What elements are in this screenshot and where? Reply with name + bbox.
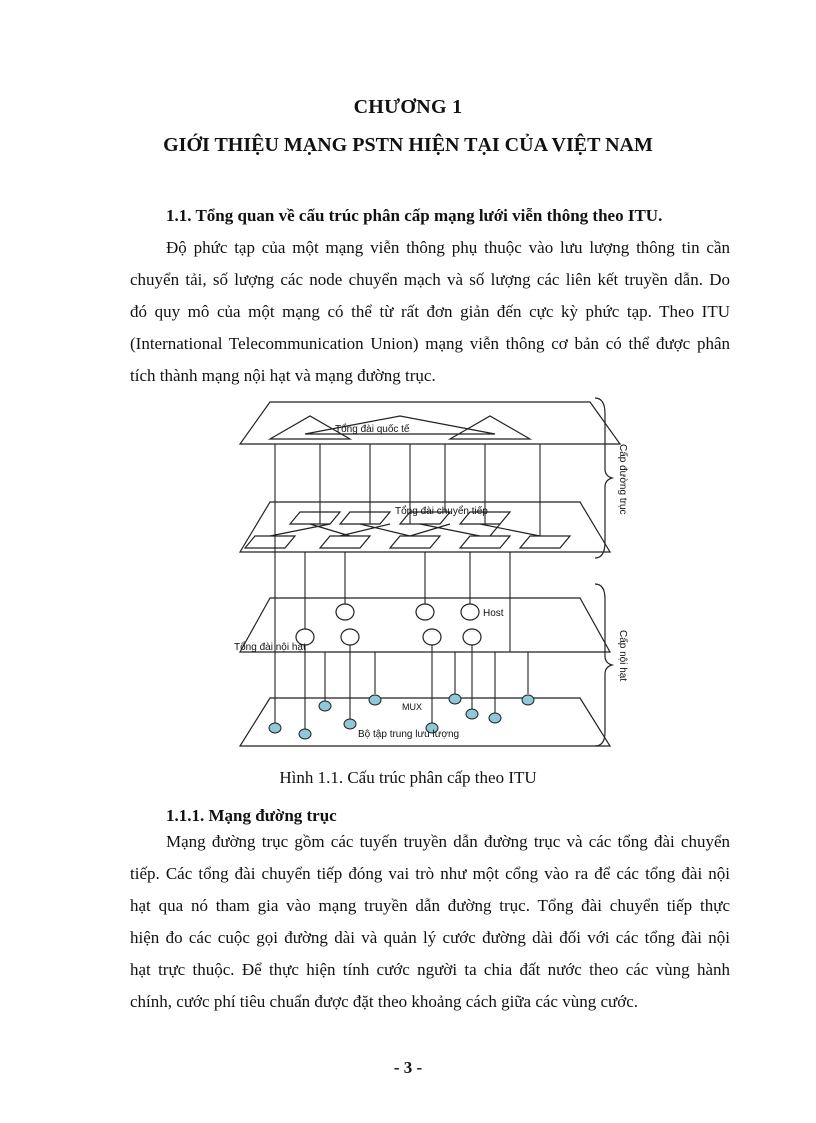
label-concentrator: Bộ tập trung lưu lượng bbox=[358, 729, 460, 740]
label-trunk-level: Cấp đường trục bbox=[617, 444, 628, 515]
transit-node bbox=[320, 536, 370, 548]
section-heading: 1.1. Tổng quan về cấu trúc phân cấp mạng lưới viễn thông theo ITU. bbox=[166, 206, 663, 225]
label-host: Host bbox=[483, 608, 504, 619]
paragraph-line: đó quy mô của một mạng có thể từ rất đơn giản đến cực kỳ phức tạp. Theo ITU bbox=[130, 302, 730, 321]
figure-caption: Hình 1.1. Cấu trúc phân cấp theo ITU bbox=[279, 768, 537, 787]
chapter-number: CHƯƠNG 1 bbox=[353, 96, 463, 118]
itu-hierarchy-diagram bbox=[210, 394, 650, 756]
label-international: Tổng đài quốc tế bbox=[335, 424, 410, 435]
paragraph-line: chuyển tải, số lượng các node chuyển mạch và số lượng các liên kết truyền dẫn. Do bbox=[130, 270, 730, 289]
paragraph-line: Mạng đường trục gồm các tuyến truyền dẫn đường trục và các tổng đài chuyển bbox=[166, 832, 730, 851]
label-local-exchange: Tổng đài nội hạt bbox=[234, 642, 306, 653]
label-local-level: Cấp nội hạt bbox=[617, 630, 628, 682]
mux-node bbox=[319, 701, 331, 711]
paragraph-line: tiếp. Các tổng đài chuyển tiếp đóng vai trò như một cổng vào ra để các tổng đài nội bbox=[130, 864, 730, 883]
transit-node bbox=[520, 536, 570, 548]
mux-node bbox=[466, 709, 478, 719]
subsection-heading: 1.1.1. Mạng đường trục bbox=[166, 806, 337, 825]
local-node bbox=[341, 629, 359, 645]
mux-node bbox=[369, 695, 381, 705]
paragraph-line: hiện đo các cuộc gọi đường dài và quản lý cước đường dài đối với các tổng đài nội bbox=[130, 928, 730, 947]
transit-node bbox=[245, 536, 295, 548]
paragraph-line: Độ phức tạp của một mạng viễn thông phụ thuộc vào lưu lượng thông tin cần bbox=[166, 238, 730, 257]
paragraph-line: chính, cước phí tiêu chuẩn được đặt theo khoảng cách giữa các vùng cước. bbox=[130, 992, 638, 1011]
host-node bbox=[416, 604, 434, 620]
paragraph-line: (International Telecommunication Union) mạng viễn thông cơ bản có thể được phân bbox=[130, 334, 730, 353]
mux-node bbox=[449, 694, 461, 704]
local-level-bracket bbox=[595, 584, 612, 746]
paragraph-line: tích thành mạng nội hạt và mạng đường trục. bbox=[130, 366, 436, 385]
page-number: - 3 - bbox=[393, 1058, 423, 1077]
trunk-network-paragraph bbox=[130, 826, 730, 1018]
intro-paragraph bbox=[130, 232, 730, 392]
label-transit: Tổng đài chuyển tiếp bbox=[395, 506, 488, 517]
local-node bbox=[423, 629, 441, 645]
paragraph-line: hạt qua nó tham gia vào mạng truyền dẫn đường trục. Tổng đài chuyển tiếp thực bbox=[130, 896, 730, 915]
chapter-title: GIỚI THIỆU MẠNG PSTN HIỆN TẠI CỦA VIỆT NAM bbox=[163, 134, 653, 156]
local-node bbox=[463, 629, 481, 645]
transit-node bbox=[390, 536, 440, 548]
paragraph-line: hạt trực thuộc. Để thực hiện tính cước người ta chia đất nước theo các vùng hành bbox=[130, 960, 730, 979]
mux-node bbox=[489, 713, 501, 723]
mux-node bbox=[344, 719, 356, 729]
mux-node bbox=[269, 723, 281, 733]
trunk-level-bracket bbox=[595, 398, 612, 558]
label-mux: MUX bbox=[402, 702, 422, 712]
transit-node bbox=[340, 512, 390, 524]
host-node bbox=[336, 604, 354, 620]
transit-node bbox=[460, 536, 510, 548]
mux-node bbox=[299, 729, 311, 739]
transit-node bbox=[290, 512, 340, 524]
host-node bbox=[461, 604, 479, 620]
mux-node bbox=[522, 695, 534, 705]
